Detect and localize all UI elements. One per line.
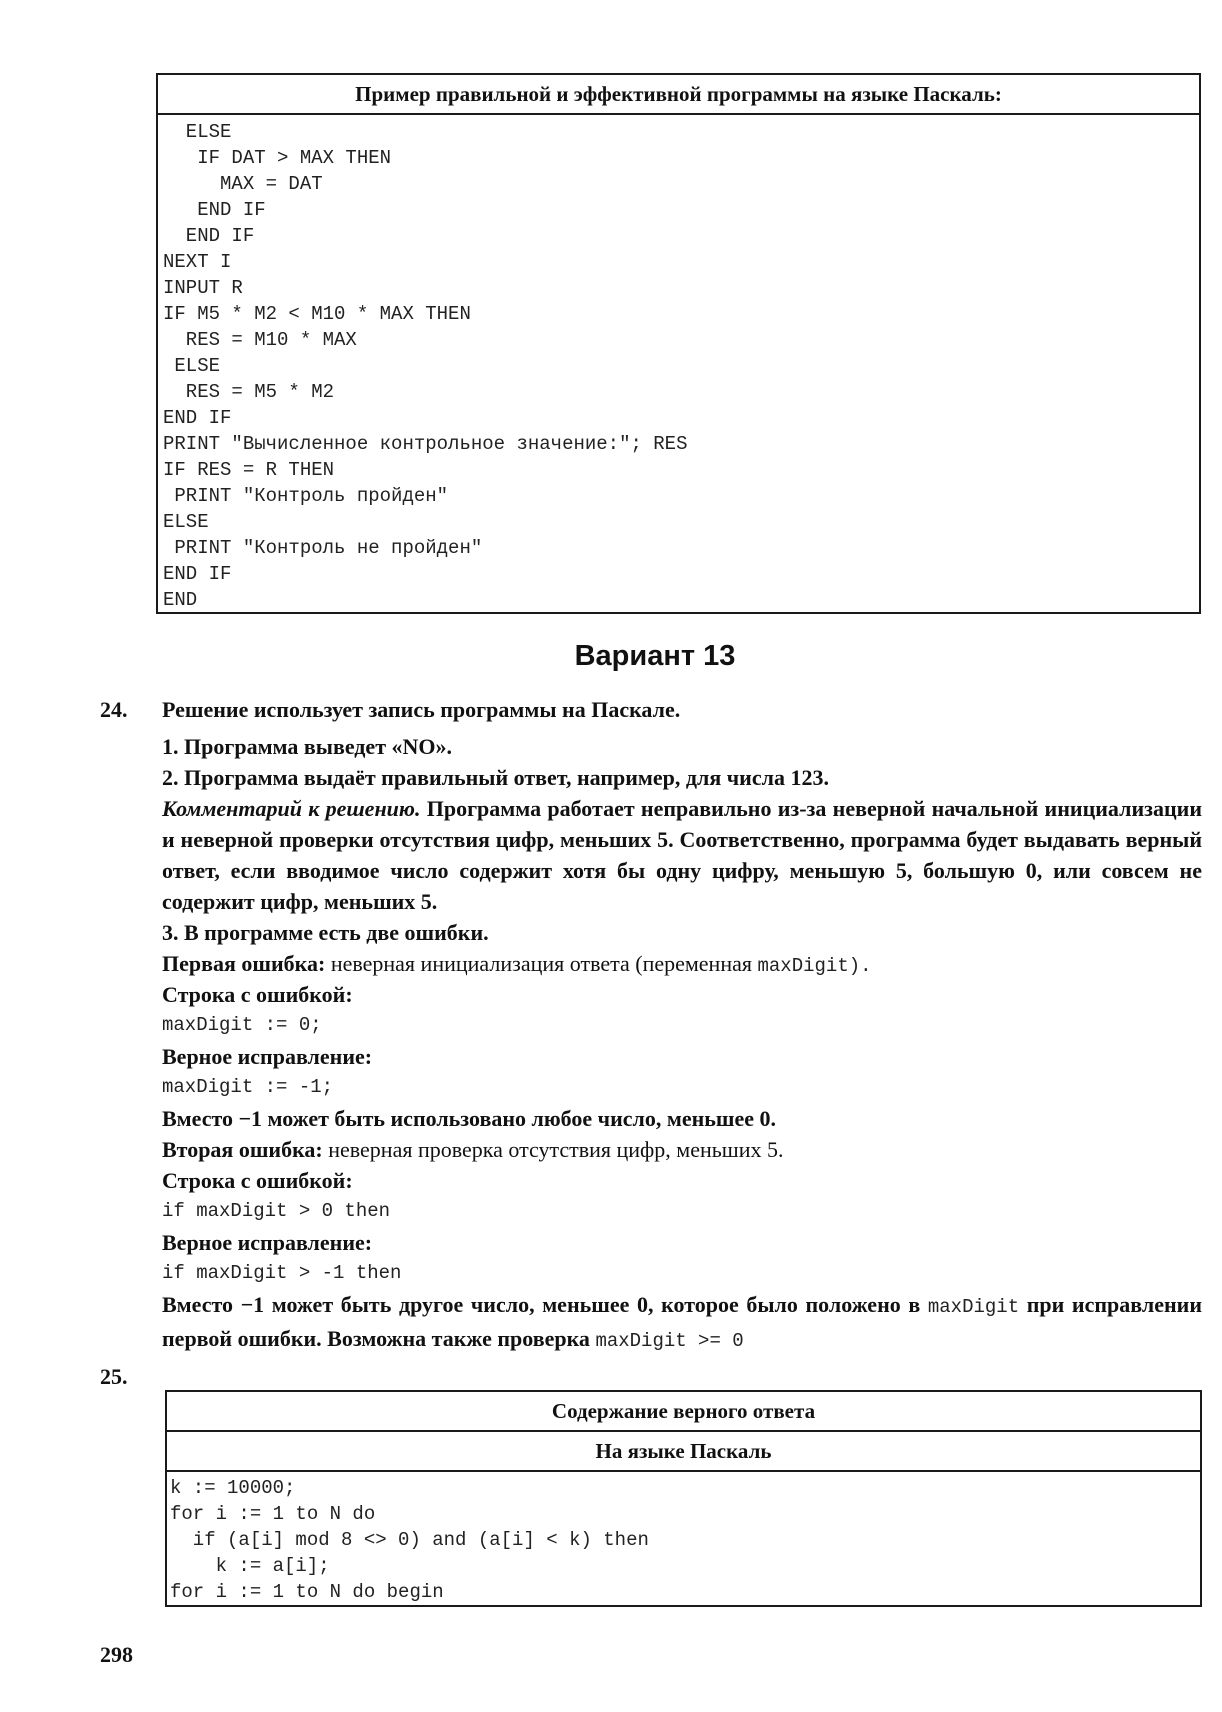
error-code-1: maxDigit := 0; bbox=[162, 1014, 322, 1036]
note-1: Вместо −1 может быть использовано любое число, меньшее 0. bbox=[162, 1106, 777, 1131]
fix-label-2: Верное исправление: bbox=[162, 1230, 373, 1255]
error-line-label-1: Строка с ошибкой: bbox=[162, 982, 353, 1007]
fix-code-2: if maxDigit > -1 then bbox=[162, 1262, 402, 1284]
task-24-comment bbox=[162, 793, 1202, 917]
task-24-intro: Решение использует запись программы на Паскале. bbox=[162, 697, 681, 722]
fix-label-1: Верное исправление: bbox=[162, 1044, 373, 1069]
second-error-label: Вторая ошибка: bbox=[162, 1137, 323, 1162]
second-error bbox=[162, 1134, 1202, 1165]
variant-heading: Вариант 13 bbox=[574, 640, 736, 672]
comment-text: Программа работает неправильно из-за неверной начальной инициализации и неверной проверки отсутствия цифр, меньших 5. Соответственно, программа будет выдавать верный ответ, если вводимое число содержит хотя бы одну цифру, меньшую 5, большую 0, или совсем не содержит цифр, меньших 5. bbox=[162, 796, 1203, 914]
task-24-item-2: 2. Программа выдаёт правильный ответ, например, для числа 123. bbox=[162, 765, 829, 790]
answer-box-header: Содержание верного ответа bbox=[167, 1392, 1200, 1432]
task-24-item-1: 1. Программа выведет «NO». bbox=[162, 734, 453, 759]
first-error-label: Первая ошибка: bbox=[162, 951, 326, 976]
answer-code: k := 10000; for i := 1 to N do if (a[i] mod 8 <> 0) and (a[i] < k) then k := a[i]; for i := 1 to N do begin bbox=[170, 1477, 649, 1603]
program-box bbox=[156, 73, 1201, 614]
note-2-code: maxDigit >= 0 bbox=[595, 1330, 744, 1352]
error-line-label-2: Строка с ошибкой: bbox=[162, 1168, 353, 1193]
first-error-text: неверная инициализация ответа (переменная bbox=[325, 951, 758, 976]
first-error bbox=[162, 948, 1202, 979]
note-2 bbox=[162, 1289, 1202, 1357]
page-number: 298 bbox=[100, 1642, 133, 1667]
task-25-number: 25. bbox=[100, 1364, 128, 1389]
note-2-text-b: при исправлении первой ошибки. Возможна также проверка bbox=[162, 1292, 1202, 1351]
second-error-text: неверная проверка отсутствия цифр, меньших 5. bbox=[322, 1137, 784, 1162]
task-24-body bbox=[162, 694, 1202, 1357]
note-2-var: maxDigit bbox=[927, 1296, 1020, 1318]
error-code-2: if maxDigit > 0 then bbox=[162, 1200, 391, 1222]
answer-box bbox=[165, 1390, 1202, 1607]
first-error-var: maxDigit). bbox=[757, 955, 872, 977]
task-24-number: 24. bbox=[100, 697, 128, 722]
fix-code-1: maxDigit := -1; bbox=[162, 1076, 334, 1098]
task-24-item-3: 3. В программе есть две ошибки. bbox=[162, 920, 489, 945]
program-box-header: Пример правильной и эффективной программы на языке Паскаль: bbox=[158, 75, 1199, 115]
comment-label: Комментарий к решению. bbox=[162, 796, 421, 821]
program-code: ELSE IF DAT > MAX THEN MAX = DAT END IF END IF NEXT I INPUT R IF M5 * M2 < M10 * MAX THEN RES = M10 * MAX ELSE RES = M5 * M2 END IF PRINT "Вычисленное контрольное значение:"; RES IF RES = R THEN PRINT "Контроль пройден" ELSE PRINT "Контроль не пройден" END IF END bbox=[163, 121, 688, 611]
note-2-text-a: Вместо −1 может быть другое число, меньшее 0, которое было положено в bbox=[162, 1292, 928, 1317]
answer-box-subheader: На языке Паскаль bbox=[167, 1432, 1200, 1472]
